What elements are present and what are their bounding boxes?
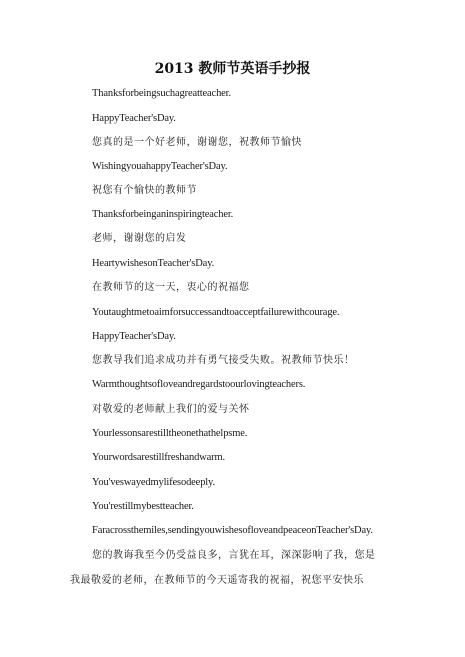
text-line-13: Warmthoughtsofloveandregardstoourlovingteachers. (92, 379, 306, 390)
text-line-17: You'veswayedmylifesodeeply. (92, 477, 215, 488)
text-line-2: HappyTeacher'sDay. (92, 113, 176, 124)
document-title: 2013 教师节英语手抄报 (154, 61, 311, 77)
text-line-6: Thanksforbeinganinspiringteacher. (92, 209, 234, 220)
text-line-14: 对敬爱的老师献上我们的爱与关怀 (92, 404, 250, 415)
text-line-19: Faracrossthemiles,sendingyouwishesofloveandpeaceonTeacher'sDay. (92, 525, 373, 536)
text-line-20: 您的教诲我至今仍受益良多，言犹在耳，深深影响了我，您是 (92, 550, 376, 561)
text-line-18: You'restillmybestteacher. (92, 501, 194, 512)
text-line-4: WishingyouahappyTeacher'sDay. (92, 161, 228, 172)
text-line-16: Yourwordsarestillfreshandwarm. (92, 452, 225, 463)
text-line-7: 老师，谢谢您的启发 (92, 233, 187, 244)
text-line-5: 祝您有个愉快的教师节 (92, 185, 197, 196)
text-line-8: HeartywishesonTeacher'sDay. (92, 258, 215, 269)
text-line-3: 您真的是一个好老师，谢谢您，祝教师节愉快 (92, 137, 302, 148)
text-line-10: Youtaughtmetoaimforsuccessandtoacceptfailurewithcourage. (92, 307, 340, 318)
text-line-1: Thanksforbeingsuchagreatteacher. (92, 88, 231, 99)
text-line-9: 在教师节的这一天，衷心的祝福您 (92, 282, 250, 293)
text-line-15: Yourlessonsarestilltheonethathelpsme. (92, 428, 248, 439)
text-line-21: 我最敬爱的老师，在教师节的今天遥寄我的祝福，祝您平安快乐 (70, 575, 364, 586)
text-line-12: 您教导我们追求成功并有勇气接受失败。祝教师节快乐！ (92, 355, 355, 366)
text-line-11: HappyTeacher'sDay. (92, 331, 176, 342)
